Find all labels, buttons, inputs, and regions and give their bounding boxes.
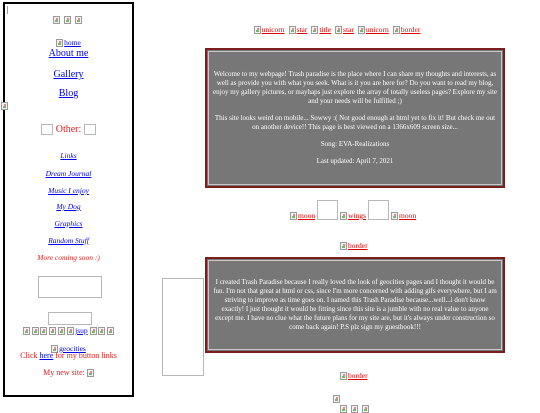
about-text: I created Trash Paradise because I really loved the look of geocities pages and I thought it would be fun. I'm not that great at html or css, since I'm more concerned with adding gifs everywhere, but I am striving to improve as time goes on. I named this Trash Paradise because...well...i don't know exactly! I just thought it would be fitting since this site is a jumble with no real value to anyone except me. I have no clue what the future plans for my site are, but it's always under construction so come back again! P.S plz sign my guestbook!!!: [213, 278, 497, 331]
footer-image-row: [340, 395, 369, 413]
new-site-label: My new site:: [43, 368, 85, 377]
nav-link-my-dog[interactable]: My Dog: [56, 202, 81, 211]
welcome-song: Song: EVA-Realizations: [320, 140, 390, 148]
broken-image-icon: [351, 405, 358, 413]
button-image-icon[interactable]: [58, 327, 65, 335]
nav-link-gallery[interactable]: Gallery: [53, 69, 84, 80]
button-row: [5, 326, 132, 335]
border-image-icon: border: [340, 372, 368, 380]
new-site-image-icon[interactable]: [87, 369, 94, 377]
broken-image-icon: [84, 124, 96, 135]
footer-image-icon-top: [333, 385, 340, 403]
broken-image-icon: [162, 278, 204, 376]
broken-image-icon: [368, 200, 389, 220]
home-image-icon[interactable]: home: [56, 39, 81, 47]
broken-image-icon: [38, 276, 102, 298]
welcome-mobile-note: This site looks weird on mobile... Sowwy :( Not good enough at html yet to fix it! But check me out on another device!! This page is best viewed on a 1366x609 screen size...: [214, 114, 496, 131]
broken-image-icon: [317, 200, 338, 220]
broken-image-icon: [41, 124, 53, 135]
nav-link-music[interactable]: Music I enjoy: [48, 186, 89, 195]
unicorn-image-icon: unicorn: [358, 26, 389, 34]
broken-image-icon: [362, 405, 369, 413]
other-label: Other:: [55, 124, 82, 135]
welcome-last-updated: Last updated: April 7, 2021: [316, 157, 394, 165]
broken-image-icon: [340, 405, 347, 413]
other-section-header: [5, 124, 132, 135]
unicorn-image-icon: unicorn: [254, 26, 285, 34]
star-image-icon: star: [289, 26, 308, 34]
header-banner: [0, 16, 540, 34]
moon-image-icon: moon: [290, 212, 315, 220]
border-image-icon: border: [340, 242, 368, 250]
about-box: [205, 257, 505, 353]
star-image-icon: star: [335, 26, 354, 34]
broken-image-icon: [333, 395, 340, 403]
nav-link-blog[interactable]: Blog: [58, 88, 79, 99]
border-image-icon: border: [393, 26, 421, 34]
welcome-intro-text: Welcome to my webpage! Trash paradise is the place where I can share my thoughts and interests, as well as provide you with what you seek. What is it you are here for? Do you want to read my blog, enjoy my gallery pictures, or mayhaps just explore the array of totally useless pages? Explore my site and your needs will be fulfilled ;): [213, 70, 498, 105]
button-image-icon[interactable]: [98, 327, 105, 335]
button-links-here-link[interactable]: here: [39, 351, 54, 360]
nav-link-random-stuff[interactable]: Random Stuff: [48, 236, 89, 245]
middle-images-row: [290, 200, 416, 220]
button-image-icon[interactable]: [90, 327, 97, 335]
nav-link-dream-journal[interactable]: Dream Journal: [45, 169, 92, 178]
button-image-icon[interactable]: [40, 327, 47, 335]
moon-image-icon: moon: [391, 212, 416, 220]
nav-link-graphics[interactable]: Graphics: [54, 219, 83, 228]
sidebar: [3, 2, 134, 397]
geocities-image-icon: geocities: [51, 345, 86, 353]
footer-border-row: [340, 362, 368, 380]
title-image-icon: title: [311, 26, 331, 34]
more-coming-text: More coming soon :): [37, 253, 100, 262]
nav-link-links[interactable]: Links: [60, 151, 77, 160]
jsup-image-icon[interactable]: jsup: [67, 327, 88, 335]
middle-border-row: [340, 232, 368, 250]
button-links-text: Click here for my button links: [20, 351, 117, 360]
broken-image-icon: [48, 312, 92, 325]
wings-image-icon: wings: [340, 212, 366, 220]
broken-image-icon: [1, 102, 8, 110]
button-image-icon[interactable]: [23, 327, 30, 335]
nav-link-about-me[interactable]: About me: [48, 48, 89, 59]
welcome-box: [205, 48, 505, 188]
sidebar-corner-mark: |: [7, 5, 9, 14]
button-image-icon[interactable]: [107, 327, 114, 335]
new-site-row: [5, 368, 132, 377]
button-image-icon[interactable]: [32, 327, 39, 335]
button-image-icon[interactable]: [49, 327, 56, 335]
